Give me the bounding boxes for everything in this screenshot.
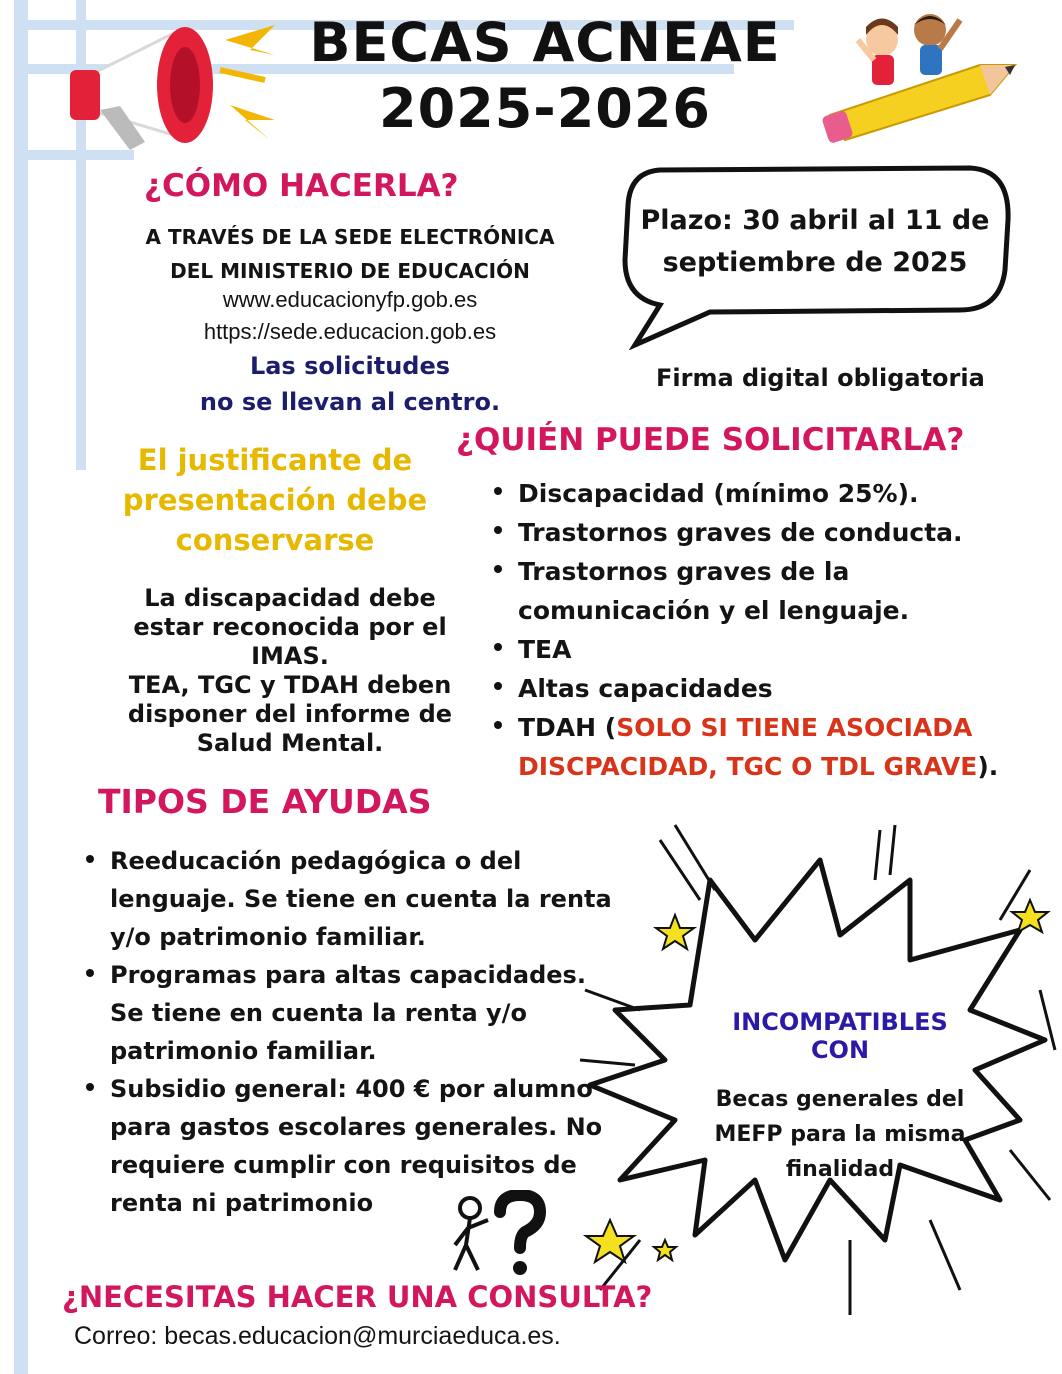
page-title (280, 10, 810, 142)
quien-item-comunicacion-l1: Trastornos graves de la (518, 557, 850, 586)
title-line-1: BECAS ACNEAE (309, 11, 781, 74)
justificante-line-3: conservarse (175, 523, 375, 557)
quien-item-tea: TEA (490, 630, 1050, 669)
discapacidad-line-3: IMAS. (251, 642, 329, 670)
como-instructions (120, 220, 580, 288)
incompatibles-box (700, 1008, 980, 1187)
tipos-heading: TIPOS DE AYUDAS (98, 782, 432, 821)
quien-heading: ¿QUIÉN PUEDE SOLICITARLA? (456, 422, 965, 458)
incompatibles-heading-2: CON (810, 1036, 870, 1064)
subsidio-l2: para gastos escolares generales. No (110, 1113, 603, 1141)
quien-item-altas: Altas capacidades (490, 669, 1050, 708)
justificante-note (110, 440, 440, 560)
discapacidad-line-1: La discapacidad debe (144, 584, 436, 612)
megaphone-icon (60, 10, 280, 160)
solicitudes-line-1: Las solicitudes (249, 352, 451, 380)
plazo-line-1: Plazo: 30 abril al 11 de (640, 205, 990, 236)
url-sede[interactable]: https://sede.educacion.gob.es (203, 319, 497, 344)
discapacidad-note (110, 584, 470, 758)
discapacidad-line-4: TEA, TGC y TDAH deben (128, 671, 452, 699)
quien-item-comunicacion (490, 552, 1050, 630)
reeducacion-l2: lenguaje. Se tiene en cuenta la renta (110, 885, 612, 913)
tdah-label: TDAH ( (518, 713, 617, 742)
reeducacion-l3: y/o patrimonio familiar. (110, 923, 426, 951)
tipos-item-altas (82, 956, 642, 1070)
tdah-close: ). (977, 752, 999, 781)
discapacidad-line-2: estar reconocida por el (133, 613, 447, 641)
como-heading: ¿CÓMO HACERLA? (144, 168, 459, 204)
reeducacion-l1: Reeducación pedagógica o del (110, 847, 522, 875)
como-urls (120, 284, 580, 348)
subsidio-l4: renta ni patrimonio (110, 1189, 374, 1217)
subsidio-l1: Subsidio general: 400 € por alumno (110, 1075, 593, 1103)
quien-item-conducta: Trastornos graves de conducta. (490, 513, 1050, 552)
tdah-condition-1: SOLO SI TIENE ASOCIADA (616, 713, 973, 742)
altas-l1: Programas para altas capacidades. (110, 961, 586, 989)
solicitudes-line-2: no se llevan al centro. (199, 388, 501, 416)
plazo-line-2: septiembre de 2025 (662, 247, 968, 278)
incompatibles-line-1: Becas generales del (715, 1087, 965, 1112)
discapacidad-line-6: Salud Mental. (196, 729, 384, 757)
incompatibles-heading-1: INCOMPATIBLES (732, 1008, 948, 1036)
consulta-correo[interactable]: Correo: becas.educacion@murciaeduca.es. (74, 1322, 561, 1350)
title-line-2: 2025-2026 (379, 77, 711, 140)
url-educacionyfp[interactable]: www.educacionyfp.gob.es (222, 287, 478, 312)
consulta-heading: ¿NECESITAS HACER UNA CONSULTA? (62, 1280, 653, 1314)
star-icon (656, 915, 694, 949)
altas-l3: patrimonio familiar. (110, 1037, 377, 1065)
justificante-line-1: El justificante de (137, 443, 413, 477)
incompatibles-line-2: MEFP para la misma (714, 1122, 966, 1147)
tdah-condition-2: DISCPACIDAD, TGC O TDL GRAVE (518, 752, 978, 781)
plazo-text (640, 200, 990, 284)
stick-figure-question-icon (440, 1190, 560, 1285)
subsidio-l3: requiere cumplir con requisitos de (110, 1151, 577, 1179)
incompatibles-line-3: finalidad (785, 1157, 895, 1182)
quien-list (490, 474, 1050, 786)
kids-on-pencil-icon (820, 5, 1020, 145)
tipos-list (82, 842, 642, 1222)
star-icon (1012, 900, 1048, 932)
quien-item-comunicacion-l2: comunicación y el lenguaje. (518, 596, 910, 625)
como-line-1: A TRAVÉS DE LA SEDE ELECTRÓNICA (145, 225, 555, 249)
justificante-line-2: presentación debe (122, 483, 428, 517)
como-line-2: DEL MINISTERIO DE EDUCACIÓN (170, 259, 530, 283)
star-icon (654, 1240, 676, 1260)
quien-item-tdah (490, 708, 1050, 786)
altas-l2: Se tiene en cuenta la renta y/o (110, 999, 527, 1027)
quien-item-discapacidad: Discapacidad (mínimo 25%). (490, 474, 1050, 513)
tipos-item-reeducacion (82, 842, 642, 956)
frame-line-left (14, 0, 28, 1374)
firma-digital: Firma digital obligatoria (656, 364, 985, 392)
discapacidad-line-5: disponer del informe de (127, 700, 453, 728)
solicitudes-note (120, 348, 580, 420)
